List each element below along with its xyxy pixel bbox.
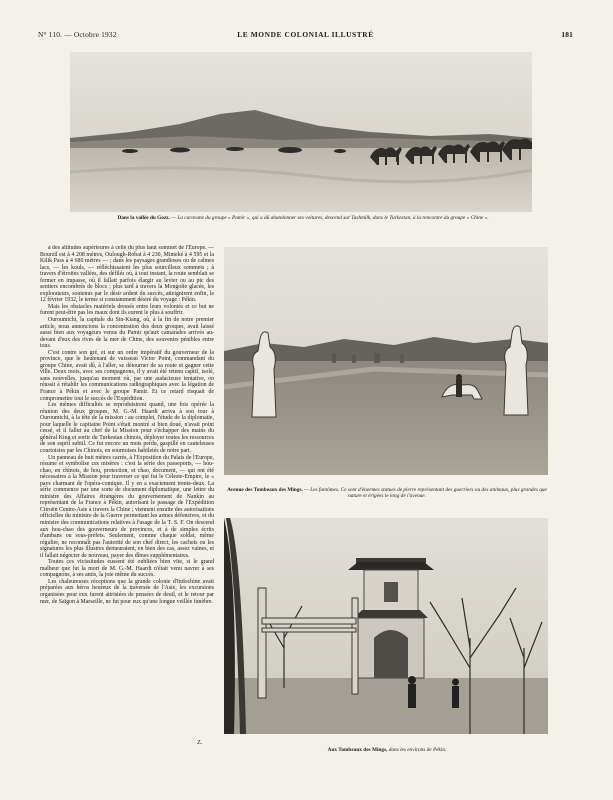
photo-ming-tombs: [224, 518, 548, 734]
caption-ming-tombs-text: dans les environs de Pékin.: [388, 747, 447, 753]
caption-ming-avenue-lead: Avenue des Tombeaux des Mings.: [227, 487, 303, 493]
caption-caravan-text: — La caravane du groupe « Pamir », qui a dû abandonner ses voitures, descend sur Tashmilk, dans le Turkestan, à la rencontre du groupe « Chine ».: [171, 215, 489, 221]
article-paragraph: à des altitudes supérieures à celle du plus haut sommet de l'Europe. — Bourzil est à 4 208 mètres, Oulough-Robat à 4 230, Minteké à 4 595 et la Kilik Pass à 4 680 mètres — ; dans les paysages grandioses ou de calmes lacs, — les kouls, — réfléchissaient les plus sourcilleux sommets ; à travers d'étroites vallées, des défilés où, à tout instant, la route semblait se fermer en impasse, où il fallait parfois élargir au levier ou au pic des sentiers encombrés de blocs ; plus tard à travers la Mongolie glacée, les explorateurs, soutenus par le désir ardent du succès, atteignirent enfin, le 12 février 1932, le terme si constamment désiré du voyage : Pékin.: [40, 245, 214, 304]
page-number: 181: [561, 30, 573, 39]
caption-ming-avenue-text: — Les fantômes. Ce sont d'énormes statues de pierre représentant des guerriers ou des animaux, plus grandes que nature et érigées le long de l'avenue.: [304, 487, 547, 500]
article-paragraph: Les chaleureuses réceptions que la grande colonie d'Indochine avait préparées aux héros heureux de la traversée de l'Asie, les excursions organisées pour eux furent attristées de pensées de deuil, et le retour par mer, de Saïgon à Marseille, ne fut pour eux qu'une longue veillée funèbre.: [40, 578, 214, 605]
running-header: [38, 30, 573, 42]
article-paragraph: Ouroumtchi, la capitale du Sin-Kiang, où, à la fin de notre premier article, nous annoncions la concentration des deux groupes, avait laissé aussi bien aux voyageurs venus du Pamir qu'aux camarades arrivés au-devant d'eux des rives de la mer de Chine, des souvenirs pénibles entre tous.: [40, 317, 214, 350]
article-paragraph: Toutes ces vicissitudes eussent été oubliées bien vite, si le grand malheur que fut la mort de M. G.-M. Haardt n'était venu navrer à ses compagnons, à ses amis, la joie même du succès.: [40, 559, 214, 579]
article-paragraph: Les mêmes difficultés se reproduisirent quand, une fois opérée la réunion des deux groupes, M. G.-M. Haardt arriva à son tour à Ouroumtchi, à la tête de la mission : au complet, l'étude de la diplomatie, pour laquelle le capitaine Point s'était montré si bien doué, n'avait point cessé, et il fallut au chef de la Mission pour s'échapper des mains du général King et sortir du Turkestan chinois, déployer toutes les ressources de son esprit subtil. Ce fut encore un mois perdu, gaspillé en cauteleuses courtoisies par les Chinois, en sournoises habiletés de notre part.: [40, 402, 214, 454]
photo-ming-avenue: [224, 247, 548, 475]
journal-title: LE MONDE COLONIAL ILLUSTRÉ: [237, 30, 374, 39]
article-paragraph: C'est contre son gré, et sur un ordre impératif du gouverneur de la province, que le lieutenant de vaisseau Victor Point, commandant du groupe Chine, avait dû, à l'aller, se détourner de sa route et gagner cette ville. Deux mois, avec ses compagnons, il y avait été retenu captif, isolé, sans nouvelles, jusqu'au moment où, par une audacieuse tentative, on réussit à rétablir les communications radiographiques avec la légation de France à Pékin et avec le groupe Pamir. Et ce retard risquait de compromettre tout le succès de l'Expédition.: [40, 349, 214, 402]
author-signature: Z.: [197, 739, 203, 746]
caption-caravan: [68, 215, 538, 221]
caption-caravan-lead: Dans la vallée du Gozz.: [117, 215, 170, 221]
issue-number: N° 110. — Octobre 1932: [38, 30, 117, 39]
caption-ming-tombs-lead: Aux Tombeaux des Mings,: [327, 747, 388, 753]
article-column: [40, 245, 214, 745]
article-paragraph: Un panneau de huit mètres carrés, à l'Exposition du Palais de l'Europe, résume et symbolise ces misères : c'est la série des passeports, — hou-chao, en chinois, de hou, protection, et chao, document, — qui ont été nécessaires à la Mission pour traverser ce qui fut le Céleste-Empire, le « pays charmant de l'opéra-comique. Il y en a exactement trente-deux. La série commence par une sorte de document diplomatique, une lettre du ministre des Affaires étrangères du gouvernement de Nankin au représentant de la France à Pékin, autorisant le passage de l'Expédition Citroën Centre-Asie à travers la Chine ; viennent ensuite des autorisations officielles du ministre de la Guerre permettant les armes défensives, et du ministre des communications relatives à l'usage de la T. S. F. On descend aux hou-chao des gouverneurs de provinces, et à de simples écrits d'ambans ou sous-préfets. Seulement, comme chaque soldat, même régulier, ne reconnaît pas l'autorité de son chef direct, les cachets ou les signatures les plus illustres demeuraient, en bien des cas, assez vaines, et il fallait négocier de nouveau, payer des dîmes supplémentaires.: [40, 454, 214, 559]
photo-caravan: [70, 52, 532, 212]
caption-ming-tombs: [222, 747, 552, 753]
caption-ming-avenue: [222, 487, 552, 500]
article-paragraph: Mais les obstacles matériels dressés entre leurs volontés et ce but ne furent peut-être pas les maux dont ils eurent le plus à souffrir.: [40, 303, 214, 317]
